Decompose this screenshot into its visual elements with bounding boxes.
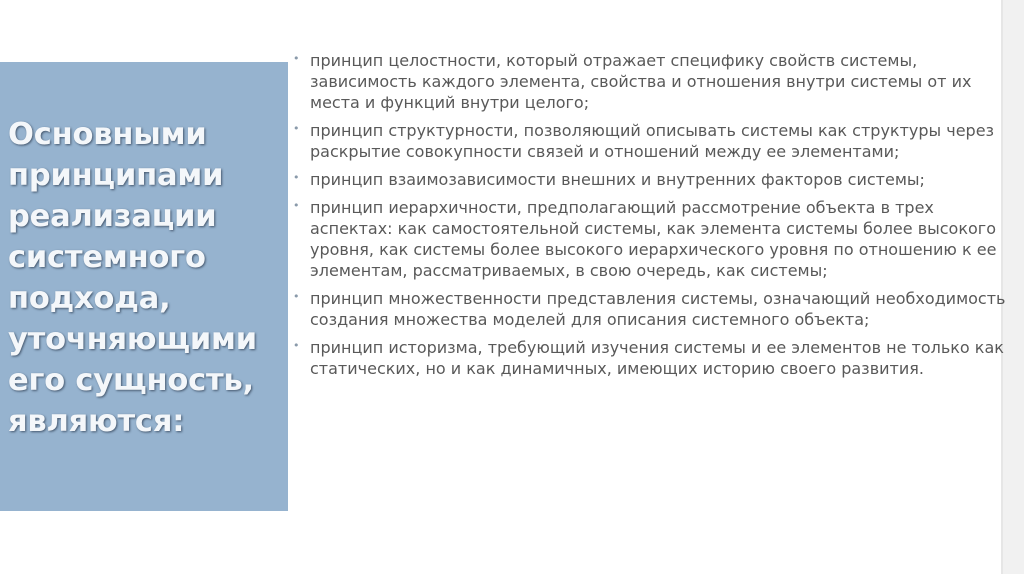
bullet-icon: • <box>293 122 300 135</box>
bullet-icon: • <box>293 290 300 303</box>
list-item-text: принцип иерархичности, предполагающий рассмотрение объекта в трех аспектах: как самостоятельной системы, как элемента системы более высокого уровня, как системы более высокого иерархического уровня по отношению к ее элементам, рассматриваемых, в свою очередь, как системы; <box>310 198 997 280</box>
list-item-text: принцип историзма, требующий изучения системы и ее элементов не только как статических, но и как динамичных, имеющих историю своего развития. <box>310 338 1004 378</box>
list-item-text: принцип множественности представления системы, означающий необходимость создания множества моделей для описания системного объекта; <box>310 289 1006 329</box>
list-item <box>292 169 1014 190</box>
principles-list <box>292 50 1014 379</box>
bullet-icon: • <box>293 171 300 184</box>
slide-heading: Основными принципами реализации системного подхода, уточняющими его сущность, являются: <box>8 117 257 439</box>
list-item <box>292 120 1014 162</box>
list-item-text: принцип структурности, позволяющий описывать системы как структуры через раскрытие совокупности связей и отношений между ее элементами; <box>310 121 995 161</box>
content-area <box>292 50 1014 386</box>
list-item <box>292 50 1014 113</box>
list-item <box>292 288 1014 330</box>
bullet-icon: • <box>293 52 300 65</box>
list-item-text: принцип взаимозависимости внешних и внутренних факторов системы; <box>310 170 925 189</box>
list-item <box>292 337 1014 379</box>
list-item-text: принцип целостности, который отражает специфику свойств системы, зависимость каждого элемента, свойства и отношения внутри системы от их места и функций внутри целого; <box>310 51 972 112</box>
list-item <box>292 197 1014 281</box>
bullet-icon: • <box>293 199 300 212</box>
bullet-icon: • <box>293 339 300 352</box>
title-panel <box>0 62 288 511</box>
